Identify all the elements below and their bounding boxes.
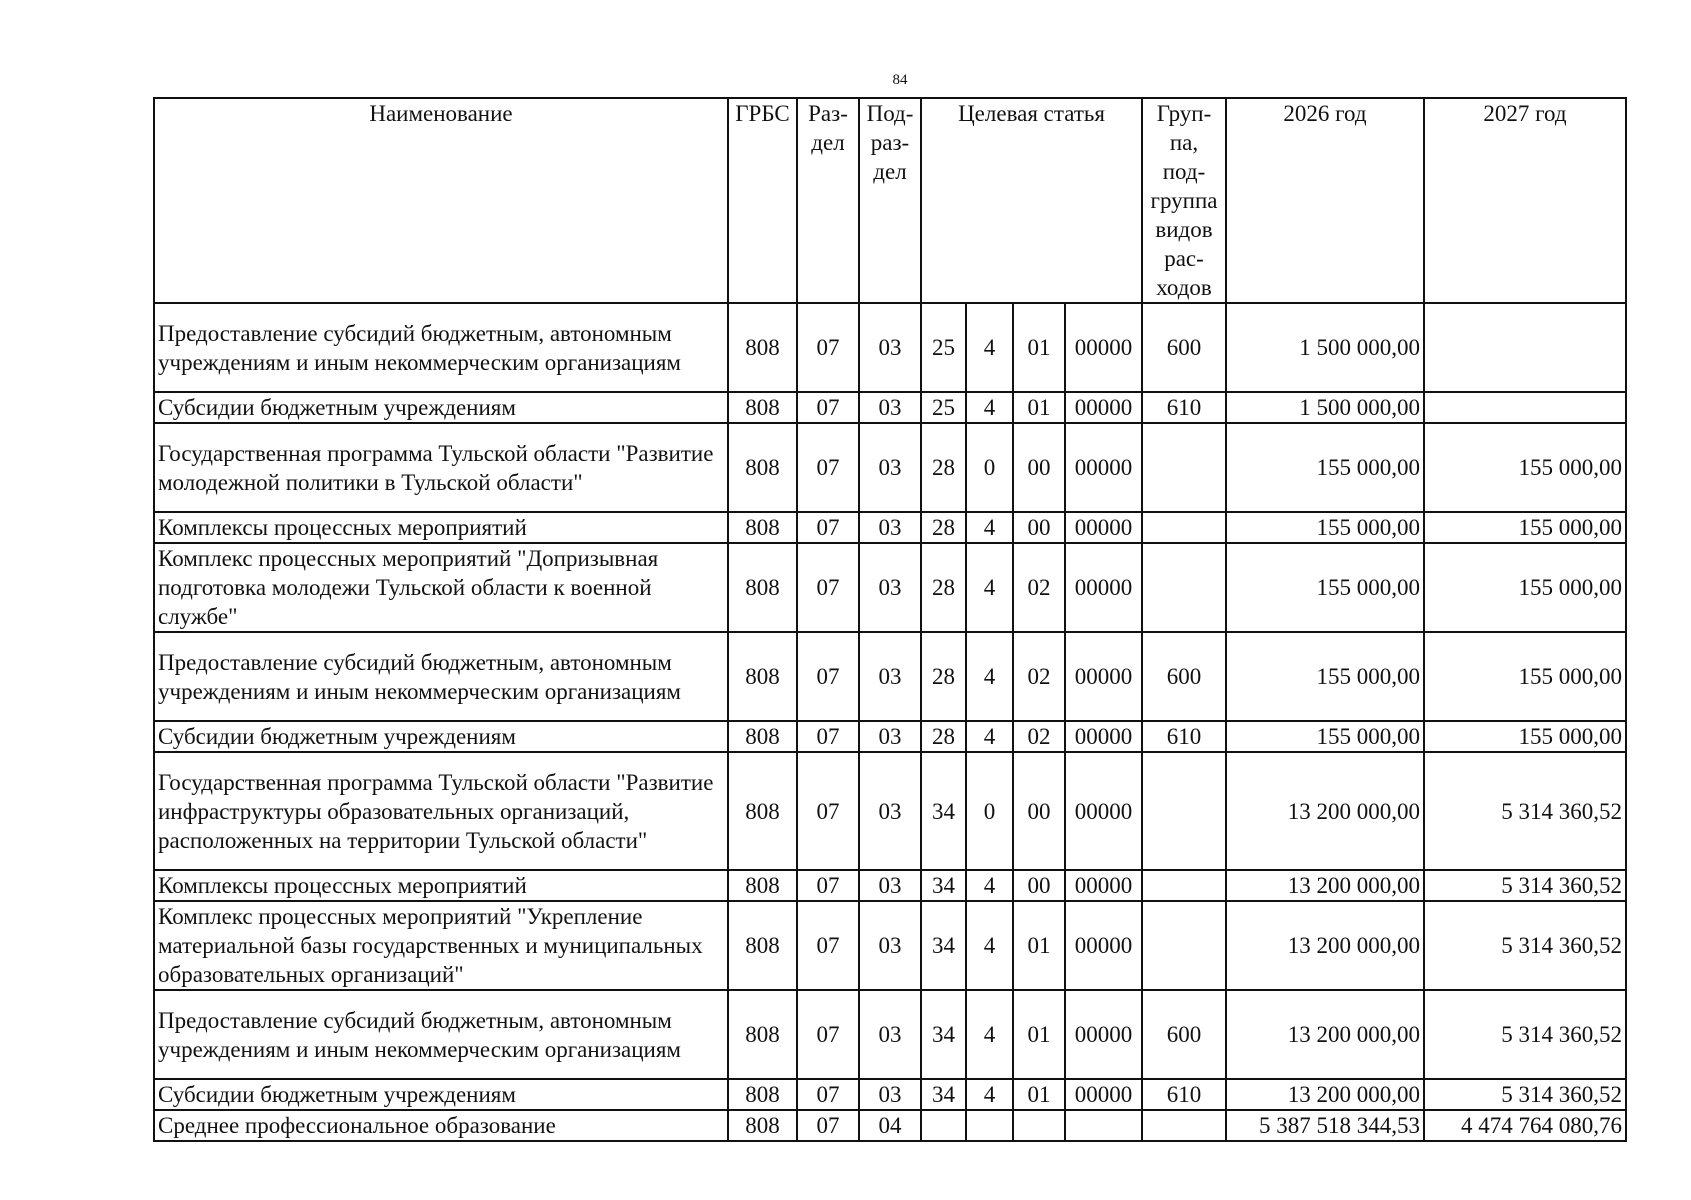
cell-amount-2026: 155 000,00 [1226,721,1424,752]
cell-celevaya-type: 4 [966,721,1013,752]
cell-celevaya-type: 0 [966,423,1013,512]
cell-amount-2027: 155 000,00 [1424,512,1626,543]
cell-podrazdel: 03 [859,423,921,512]
cell-podrazdel: 03 [859,543,921,632]
cell-amount-2026: 155 000,00 [1226,543,1424,632]
cell-celevaya-subprogram: 00 [1013,423,1065,512]
cell-celevaya-type: 0 [966,752,1013,870]
cell-celevaya-type: 4 [966,632,1013,721]
cell-celevaya-direction: 00000 [1065,543,1142,632]
header-vid-rashodov: Груп- па, под- группа видов рас- ходов [1142,98,1226,303]
cell-celevaya-direction: 00000 [1065,1079,1142,1110]
cell-podrazdel: 03 [859,870,921,901]
table-row [154,303,1626,392]
cell-podrazdel: 03 [859,721,921,752]
cell-amount-2026: 13 200 000,00 [1226,990,1424,1079]
cell-celevaya-subprogram: 00 [1013,870,1065,901]
header-podrazdel: Под- раз- дел [859,98,921,303]
cell-amount-2026: 155 000,00 [1226,423,1424,512]
cell-celevaya-direction: 00000 [1065,303,1142,392]
cell-amount-2026: 1 500 000,00 [1226,392,1424,423]
cell-podrazdel: 03 [859,990,921,1079]
cell-celevaya-type: 4 [966,392,1013,423]
cell-amount-2027: 5 314 360,52 [1424,752,1626,870]
cell-vid-rashodov [1142,901,1226,990]
row-name: Среднее профессиональное образование [154,1110,728,1141]
cell-grbs: 808 [728,721,797,752]
cell-celevaya-program: 25 [921,303,966,392]
cell-amount-2026: 1 500 000,00 [1226,303,1424,392]
cell-grbs: 808 [728,990,797,1079]
row-name: Предоставление субсидий бюджетным, автономным учреждениям и иным некоммерческим организациям [154,990,728,1079]
row-name: Комплексы процессных мероприятий [154,512,728,543]
cell-amount-2027 [1424,392,1626,423]
row-name: Государственная программа Тульской области "Развитие инфраструктуры образовательных организаций, расположенных на территории Тульской области" [154,752,728,870]
cell-vid-rashodov [1142,870,1226,901]
table-row [154,512,1626,543]
cell-vid-rashodov [1142,1110,1226,1141]
cell-celevaya-program: 28 [921,423,966,512]
cell-razdel: 07 [797,870,859,901]
cell-vid-rashodov: 600 [1142,303,1226,392]
cell-celevaya-direction: 00000 [1065,512,1142,543]
header-2026: 2026 год [1226,98,1424,303]
page-number: 84 [892,72,908,88]
cell-grbs: 808 [728,423,797,512]
table-row [154,423,1626,512]
cell-grbs: 808 [728,303,797,392]
cell-amount-2027: 155 000,00 [1424,423,1626,512]
row-name: Государственная программа Тульской области "Развитие молодежной политики в Тульской области" [154,423,728,512]
cell-amount-2026: 155 000,00 [1226,632,1424,721]
cell-amount-2026: 13 200 000,00 [1226,752,1424,870]
cell-celevaya-type: 4 [966,901,1013,990]
cell-vid-rashodov: 600 [1142,990,1226,1079]
cell-razdel: 07 [797,632,859,721]
cell-celevaya-direction: 00000 [1065,870,1142,901]
cell-celevaya-subprogram [1013,1110,1065,1141]
table-row [154,1110,1626,1141]
cell-grbs: 808 [728,870,797,901]
row-name: Комплекс процессных мероприятий "Укрепление материальной базы государственных и муниципальных образовательных организаций" [154,901,728,990]
cell-amount-2027 [1424,303,1626,392]
table-row [154,752,1626,870]
cell-vid-rashodov [1142,512,1226,543]
cell-celevaya-program: 34 [921,1079,966,1110]
row-name: Комплексы процессных мероприятий [154,870,728,901]
cell-amount-2027: 155 000,00 [1424,721,1626,752]
table-row [154,632,1626,721]
cell-celevaya-program: 28 [921,632,966,721]
cell-celevaya-type: 4 [966,990,1013,1079]
cell-vid-rashodov: 610 [1142,721,1226,752]
cell-celevaya-type: 4 [966,512,1013,543]
cell-grbs: 808 [728,1110,797,1141]
cell-celevaya-program: 34 [921,901,966,990]
cell-razdel: 07 [797,543,859,632]
table-row [154,1079,1626,1110]
cell-celevaya-subprogram: 01 [1013,303,1065,392]
cell-amount-2026: 13 200 000,00 [1226,1079,1424,1110]
cell-podrazdel: 03 [859,901,921,990]
cell-razdel: 07 [797,303,859,392]
cell-celevaya-program: 34 [921,990,966,1079]
cell-podrazdel: 03 [859,752,921,870]
table-row [154,901,1626,990]
cell-vid-rashodov: 610 [1142,1079,1226,1110]
cell-amount-2027: 5 314 360,52 [1424,901,1626,990]
cell-celevaya-program: 28 [921,721,966,752]
header-2027: 2027 год [1424,98,1626,303]
cell-celevaya-program: 25 [921,392,966,423]
cell-celevaya-type [966,1110,1013,1141]
cell-celevaya-subprogram: 01 [1013,392,1065,423]
cell-podrazdel: 03 [859,303,921,392]
cell-razdel: 07 [797,1110,859,1141]
cell-razdel: 07 [797,1079,859,1110]
cell-vid-rashodov: 600 [1142,632,1226,721]
row-name: Комплекс процессных мероприятий "Допризывная подготовка молодежи Тульской области к военной службе" [154,543,728,632]
row-name: Субсидии бюджетным учреждениям [154,392,728,423]
cell-celevaya-type: 4 [966,303,1013,392]
cell-celevaya-direction: 00000 [1065,423,1142,512]
cell-celevaya-subprogram: 02 [1013,543,1065,632]
table-body [154,303,1626,1141]
cell-celevaya-direction: 00000 [1065,632,1142,721]
cell-grbs: 808 [728,1079,797,1110]
table-header-row [154,98,1626,303]
cell-vid-rashodov: 610 [1142,392,1226,423]
cell-celevaya-program: 28 [921,543,966,632]
cell-razdel: 07 [797,392,859,423]
cell-podrazdel: 03 [859,512,921,543]
cell-podrazdel: 03 [859,392,921,423]
cell-amount-2026: 5 387 518 344,53 [1226,1110,1424,1141]
row-name: Субсидии бюджетным учреждениям [154,1079,728,1110]
cell-celevaya-subprogram: 00 [1013,512,1065,543]
cell-razdel: 07 [797,901,859,990]
table-row [154,543,1626,632]
cell-celevaya-subprogram: 01 [1013,1079,1065,1110]
table-row [154,990,1626,1079]
cell-celevaya-direction: 00000 [1065,721,1142,752]
cell-vid-rashodov [1142,752,1226,870]
cell-celevaya-program: 34 [921,870,966,901]
cell-grbs: 808 [728,901,797,990]
header-name: Наименование [154,98,728,303]
cell-celevaya-subprogram: 02 [1013,721,1065,752]
cell-amount-2026: 13 200 000,00 [1226,901,1424,990]
cell-celevaya-subprogram: 02 [1013,632,1065,721]
cell-razdel: 07 [797,423,859,512]
cell-celevaya-direction: 00000 [1065,901,1142,990]
row-name: Субсидии бюджетным учреждениям [154,721,728,752]
header-grbs: ГРБС [728,98,797,303]
cell-vid-rashodov [1142,543,1226,632]
cell-celevaya-direction: 00000 [1065,392,1142,423]
cell-razdel: 07 [797,752,859,870]
cell-celevaya-direction: 00000 [1065,752,1142,870]
table-row [154,721,1626,752]
cell-celevaya-direction [1065,1110,1142,1141]
cell-grbs: 808 [728,752,797,870]
cell-vid-rashodov [1142,423,1226,512]
cell-razdel: 07 [797,721,859,752]
cell-celevaya-direction: 00000 [1065,990,1142,1079]
cell-celevaya-subprogram: 01 [1013,990,1065,1079]
cell-razdel: 07 [797,512,859,543]
table-row [154,870,1626,901]
cell-grbs: 808 [728,632,797,721]
cell-celevaya-program [921,1110,966,1141]
cell-grbs: 808 [728,543,797,632]
budget-table [153,97,1627,1142]
row-name: Предоставление субсидий бюджетным, автономным учреждениям и иным некоммерческим организациям [154,632,728,721]
cell-podrazdel: 03 [859,632,921,721]
cell-amount-2026: 155 000,00 [1226,512,1424,543]
cell-amount-2027: 5 314 360,52 [1424,1079,1626,1110]
cell-amount-2027: 5 314 360,52 [1424,990,1626,1079]
cell-celevaya-program: 28 [921,512,966,543]
row-name: Предоставление субсидий бюджетным, автономным учреждениям и иным некоммерческим организациям [154,303,728,392]
cell-razdel: 07 [797,990,859,1079]
cell-podrazdel: 03 [859,1079,921,1110]
cell-amount-2026: 13 200 000,00 [1226,870,1424,901]
cell-celevaya-type: 4 [966,1079,1013,1110]
cell-celevaya-type: 4 [966,543,1013,632]
header-razdel: Раз- дел [797,98,859,303]
cell-podrazdel: 04 [859,1110,921,1141]
cell-celevaya-program: 34 [921,752,966,870]
cell-celevaya-type: 4 [966,870,1013,901]
cell-celevaya-subprogram: 01 [1013,901,1065,990]
cell-amount-2027: 155 000,00 [1424,543,1626,632]
cell-grbs: 808 [728,512,797,543]
cell-amount-2027: 5 314 360,52 [1424,870,1626,901]
cell-grbs: 808 [728,392,797,423]
cell-amount-2027: 4 474 764 080,76 [1424,1110,1626,1141]
cell-amount-2027: 155 000,00 [1424,632,1626,721]
table-row [154,392,1626,423]
header-celevaya-statya: Целевая статья [921,98,1142,303]
cell-celevaya-subprogram: 00 [1013,752,1065,870]
